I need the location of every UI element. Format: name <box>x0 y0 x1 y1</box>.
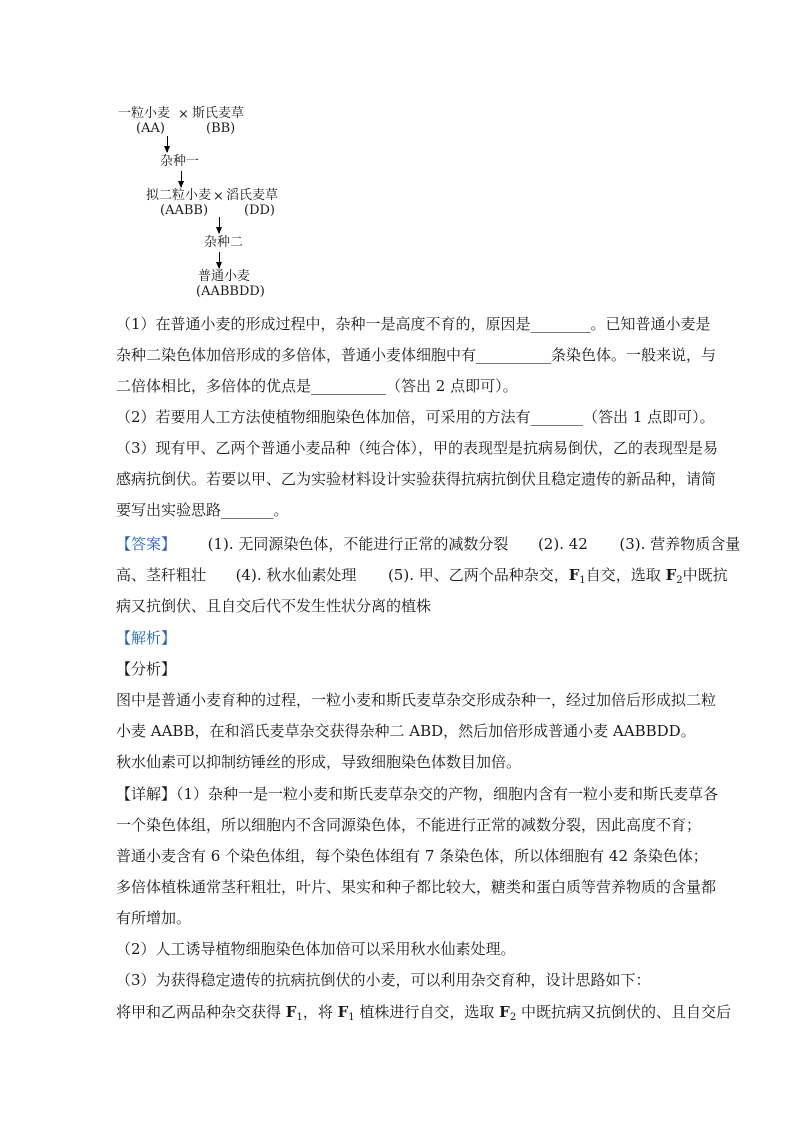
f1-symbol: F <box>337 1003 349 1021</box>
answer-5: 甲、乙两个品种杂交， <box>418 566 569 584</box>
genotype-bb: (BB) <box>206 121 236 136</box>
analysis-line: （3）为获得稳定遗传的抗病抗倒伏的小麦，可以利用杂交育种，设计思路如下： <box>116 971 651 989</box>
arrow-down-icon <box>167 136 168 152</box>
parent-sishi-grass: 斯氏麦草 <box>192 106 245 121</box>
answer-4: 秋水仙素处理 <box>266 566 357 584</box>
analysis-section-title: 【分析】 <box>116 660 177 678</box>
question-line: 感病抗倒伏。若要以甲、乙为实验材料设计实验获得抗病抗倒伏且稳定遗传的新品种，请简 <box>116 470 717 488</box>
question-line: 二倍体相比，多倍体的优点是__________（答出 2 点即可）。 <box>116 377 518 395</box>
cross-symbol: × <box>178 107 189 122</box>
question-line: （2）若要用人工方法使植物细胞染色体加倍，可采用的方法有_______（答出 1 点即可）。 <box>116 408 715 426</box>
arrow-down-icon <box>181 171 182 187</box>
answer-num: (4). <box>235 566 262 584</box>
cross-symbol: × <box>213 189 224 204</box>
analysis-line: 有所增加。 <box>116 909 192 927</box>
analysis-line: 秋水仙素可以抑制纺锤丝的形成，导致细胞染色体数目加倍。 <box>116 753 522 771</box>
answer-line: 病又抗倒伏、且自交后代不发生性状分离的植株 <box>116 597 432 615</box>
parent-yili-wheat: 一粒小麦 <box>118 106 171 121</box>
analysis-line: 多倍体植株通常茎秆粗壮，叶片、果实和种子都比较大，糖类和蛋白质等营养物质的含量都 <box>116 878 717 896</box>
genotype-dd: (DD) <box>244 203 275 218</box>
question-line: 杂种二染色体加倍形成的多倍体，普通小麦体细胞中有__________条染色体。一般来说，与 <box>116 346 717 364</box>
answer-num: (3). <box>619 535 646 553</box>
genotype-aabbdd: (AABBDD) <box>196 284 265 299</box>
question-line: （3）现有甲、乙两个普通小麦品种（纯合体），甲的表现型是抗病易倒伏，乙的表现型是易 <box>116 439 719 457</box>
common-wheat: 普通小麦 <box>198 269 251 284</box>
arrow-down-icon <box>219 217 220 233</box>
genotype-aabb: (AABB) <box>160 203 209 218</box>
genotype-aa: (AA) <box>136 121 165 136</box>
analysis-line: 一个染色体组，所以细胞内不含同源染色体，不能进行正常的减数分裂，因此高度不育； <box>116 816 702 834</box>
arrow-down-icon <box>219 252 220 268</box>
answer-label: 【答案】 <box>116 535 177 553</box>
parent-taoshi-grass: 滔氏麦草 <box>226 188 279 203</box>
answer-num: (5). <box>387 566 414 584</box>
answer-2: 42 <box>568 535 588 553</box>
answer-line: 高、茎秆粗壮 (4). 秋水仙素处理 (5). 甲、乙两个品种杂交，$F_1$自交，选取 $F_2$中既抗 <box>116 566 728 586</box>
analysis-line: 普通小麦含有 6 个染色体组，每个染色体组有 7 条染色体，所以体细胞有 42 条染色体； <box>116 847 708 865</box>
analysis-line: 将甲和乙两品种杂交获得 $F_1$，将 $F_1$ 植株进行自交，选取 $F_2$ 中既抗病又抗倒伏的、且自交后 <box>116 1003 731 1023</box>
analysis-line: （2）人工诱导植物细胞染色体加倍可以采用秋水仙素处理。 <box>116 940 516 958</box>
answer-3: 营养物质含量 <box>650 535 741 553</box>
answer-1: 无同源染色体，不能进行正常的减数分裂 <box>238 535 509 553</box>
parent-ni-erli-wheat: 拟二粒小麦 <box>146 188 212 203</box>
hybrid-one: 杂种一 <box>160 154 200 169</box>
analysis-label: 【解析】 <box>116 629 177 647</box>
analysis-line: 【详解】（1）杂种一是一粒小麦和斯氏麦草杂交的产物，细胞内含有一粒小麦和斯氏麦草各 <box>116 785 719 803</box>
answer-num: (1). <box>207 535 234 553</box>
detail-label: 【详解】 <box>116 785 177 803</box>
analysis-line: 图中是普通小麦育种的过程，一粒小麦和斯氏麦草杂交形成杂种一，经过加倍后形成拟二粒 <box>116 691 717 709</box>
f1-symbol: F <box>285 1003 297 1021</box>
question-line: （1）在普通小麦的形成过程中，杂种一是高度不育的，原因是________。已知普通小麦是 <box>116 315 711 333</box>
f2-symbol: F <box>665 566 677 584</box>
f2-symbol: F <box>499 1003 510 1021</box>
hybrid-two: 杂种二 <box>204 235 244 250</box>
answer-line <box>116 535 741 553</box>
answer-3-cont: 高、茎秆粗壮 <box>116 566 207 584</box>
question-line: 要写出实验思路_______。 <box>116 501 289 519</box>
f1-symbol: F <box>568 566 580 584</box>
answer-num: (2). <box>537 535 564 553</box>
analysis-line: 小麦 AABB，在和滔氏麦草杂交获得杂种二 ABD，然后加倍形成普通小麦 AABBDD。 <box>116 722 696 740</box>
